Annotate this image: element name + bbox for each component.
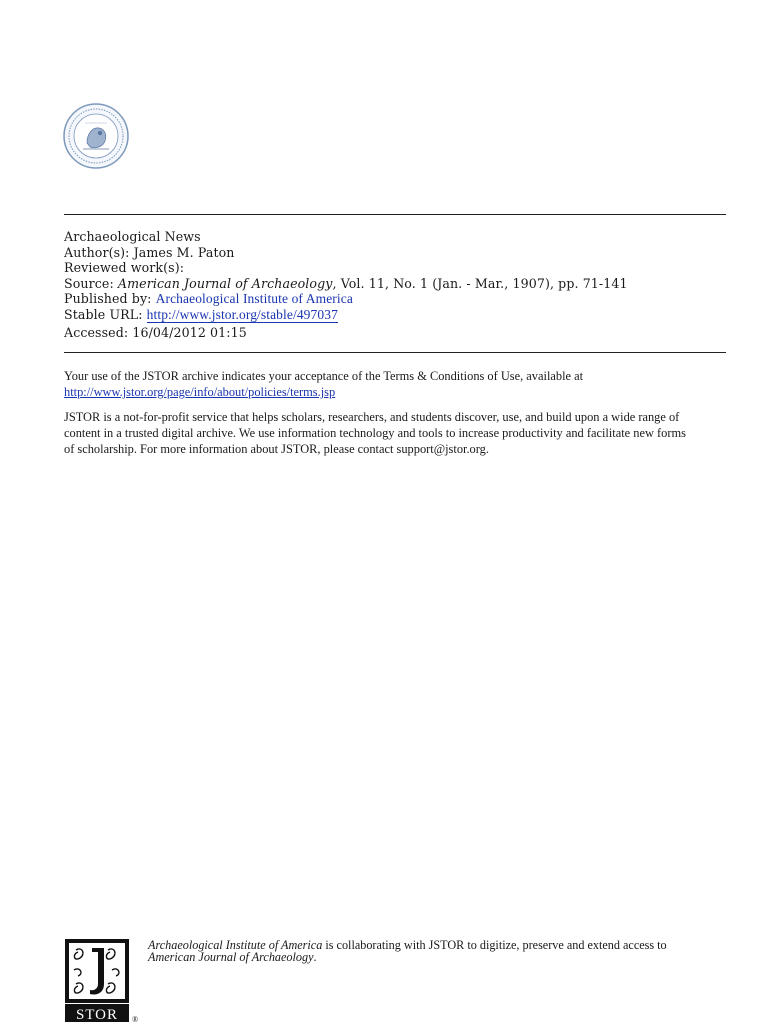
jstor-logo-icon [64,938,144,1024]
footer-period: . [313,950,317,965]
footer-publisher: Archaeological Institute of America [148,938,323,952]
about-line-3: of scholarship. For more information about JSTOR, please contact support@jstor.org. [64,442,489,457]
article-title: Archaeological News [64,229,201,244]
citation-block [64,229,628,341]
published-label: Published by: [64,291,152,306]
reviewed-works-line: Reviewed work(s): [64,260,185,275]
bottom-divider [64,352,726,353]
source-label: Source: [64,275,114,291]
footer-journal: American Journal of Archaeology [148,950,314,965]
jstor-logo-text: STOR [75,1007,119,1023]
source-detail: , Vol. 11, No. 1 (Jan. - Mar., 1907), pp. 71-141 [332,275,628,291]
authors-label: Author(s): [64,244,130,260]
stable-url-label: Stable URL: [64,306,143,322]
footer-statement: is collaborating with JSTOR to digitize, preserve and extend access to [322,938,667,952]
publisher-link[interactable]: Archaeological Institute of America [155,291,353,306]
terms-paragraph [64,368,734,401]
source-line [64,276,628,292]
source-journal: American Journal of Archaeology [117,275,333,291]
terms-link[interactable]: http://www.jstor.org/page/info/about/policies/terms.jsp [64,385,336,400]
jstor-about-paragraph [64,409,734,458]
stable-url-link[interactable]: http://www.jstor.org/stable/497037 [146,306,338,322]
stable-url-line [64,307,628,323]
accessed-date: Accessed: 16/04/2012 01:15 [64,325,247,340]
about-line-2: content in a trusted digital archive. We use information technology and tools to increase productivity and facilitate new forms [64,425,686,440]
published-by-line [64,291,628,307]
registered-mark: ® [132,1015,139,1024]
terms-text: Your use of the JSTOR archive indicates your acceptance of the Terms & Conditions of Use, available at [64,369,584,383]
about-line-1: JSTOR is a not-for-profit service that helps scholars, researchers, and students discover, use, and build upon a wide range of [64,409,680,424]
society-seal-icon [63,103,129,169]
top-divider [64,214,726,215]
authors-value: James M. Paton [133,244,235,260]
collaboration-notice [148,939,728,964]
terms-notice [64,368,734,457]
authors-line [64,245,628,261]
